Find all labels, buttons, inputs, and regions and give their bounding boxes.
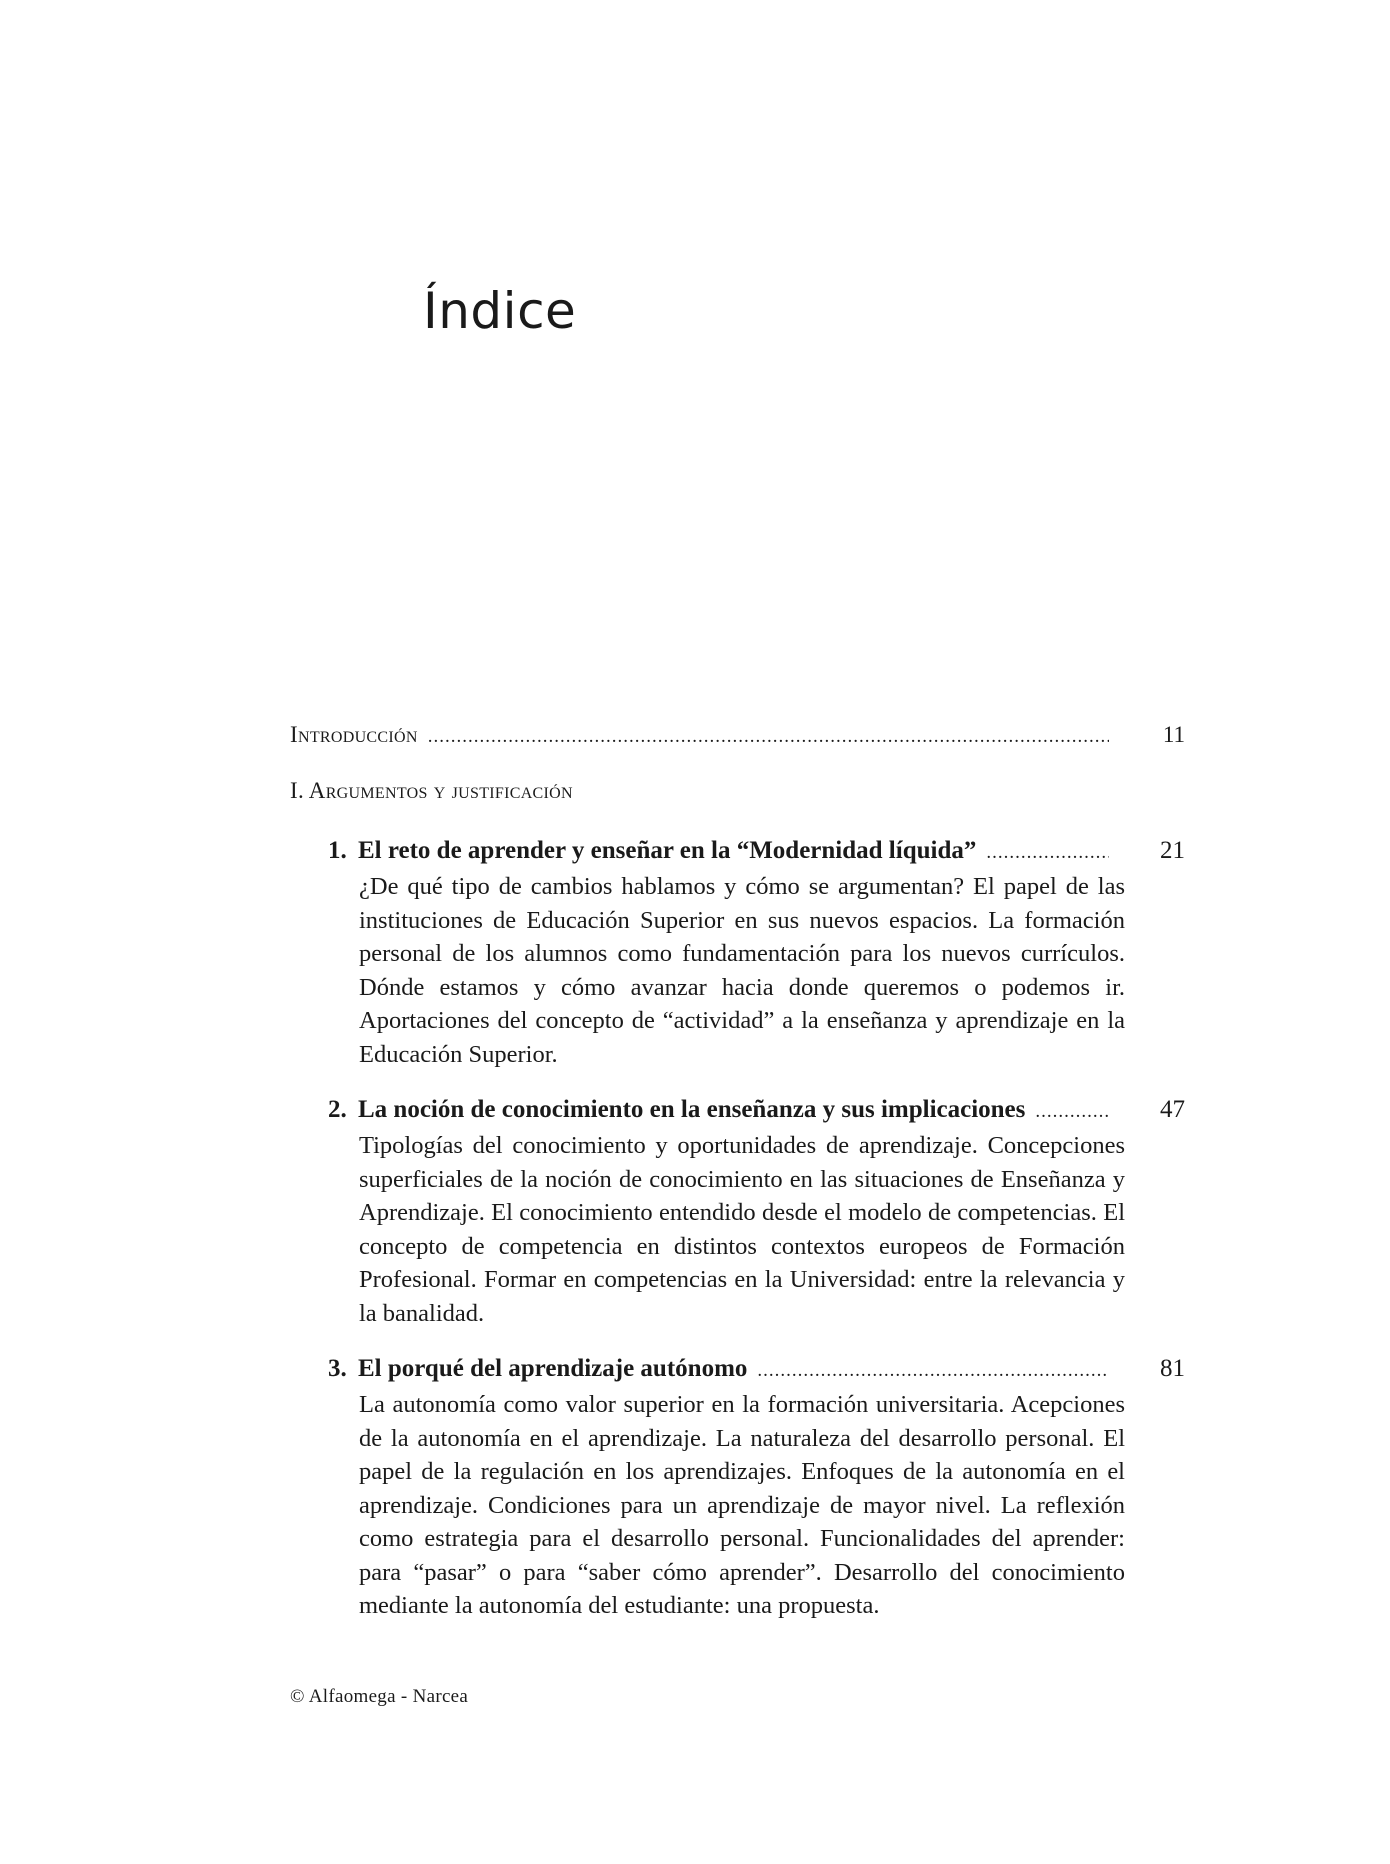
page-title: Índice bbox=[423, 282, 577, 340]
toc-chapter-title: El reto de aprender y enseñar en la “Modernidad líquida” bbox=[358, 837, 977, 864]
page-footer: © Alfaomega - Narcea bbox=[290, 1686, 469, 1707]
dot-leader bbox=[428, 720, 1109, 754]
toc-chapter-title: El porqué del aprendizaje autónomo bbox=[358, 1355, 748, 1382]
toc-chapter-heading[interactable] bbox=[328, 834, 1185, 870]
toc-chapter-title-wrap bbox=[328, 834, 976, 868]
toc-chapter bbox=[328, 1093, 1185, 1330]
dot-leader bbox=[1035, 1095, 1109, 1129]
toc-chapter-summary: Tipologías del conocimiento y oportunidades de aprendizaje. Concepciones superficiales de la noción de conocimiento en las situaciones de Enseñanza y Aprendizaje. El conocimiento entendido desde el modelo de competencias. El concepto de competencia en distintos contextos europeos de Formación Profesional. Formar en competencias en la Universidad: entre la relevancia y la banalidad. bbox=[359, 1132, 1125, 1327]
toc-chapter-summary: ¿De qué tipo de cambios hablamos y cómo se argumentan? El papel de las instituciones de Educación Superior en sus nuevos espacios. La formación personal de los alumnos como fundamentación para los nuevos currículos. Dónde estamos y cómo avanzar hacia donde queremos o podemos ir. Aportaciones del concepto de “actividad” a la enseñanza y aprendizaje en la Educación Superior. bbox=[359, 873, 1125, 1068]
dot-leader bbox=[757, 1354, 1109, 1388]
toc-chapter bbox=[328, 834, 1185, 1071]
toc-chapter-number: 3. bbox=[328, 1355, 347, 1382]
toc-page-number: 47 bbox=[1160, 1096, 1185, 1123]
toc-chapter-number: 2. bbox=[328, 1096, 347, 1123]
table-of-contents bbox=[290, 718, 1185, 1623]
toc-chapter-heading[interactable] bbox=[328, 1352, 1185, 1388]
toc-chapter-title: La noción de conocimiento en la enseñanza y sus implicaciones bbox=[358, 1096, 1026, 1123]
toc-page-number: 11 bbox=[1162, 722, 1185, 747]
toc-entry-introduction[interactable] bbox=[290, 718, 1185, 754]
toc-chapter-number: 1. bbox=[328, 837, 347, 864]
toc-page-number: 81 bbox=[1160, 1355, 1185, 1382]
toc-chapter-heading[interactable] bbox=[328, 1093, 1185, 1129]
toc-part-heading: I. Argumentos y justificación bbox=[290, 778, 573, 803]
toc-chapter-summary: La autonomía como valor superior en la formación universitaria. Acepciones de la autonomía en el aprendizaje. La naturaleza del desarrollo personal. El papel de la regulación en los aprendizajes. Enfoques de la autonomía en el aprendizaje. Condiciones para un aprendizaje de mayor nivel. La reflexión como estrategia para el desarrollo personal. Funcionalidades del aprender: para “pasar” o para “saber cómo aprender”. Desarrollo del conocimiento mediante la autonomía del estudiante: una propuesta. bbox=[359, 1391, 1125, 1619]
toc-entry-title: Introducción bbox=[290, 722, 418, 747]
toc-chapter bbox=[328, 1352, 1185, 1623]
toc-chapter-title-wrap bbox=[328, 1093, 1025, 1127]
toc-page-number: 21 bbox=[1160, 837, 1185, 864]
toc-chapter-title-wrap bbox=[328, 1352, 747, 1386]
dot-leader bbox=[986, 836, 1109, 870]
